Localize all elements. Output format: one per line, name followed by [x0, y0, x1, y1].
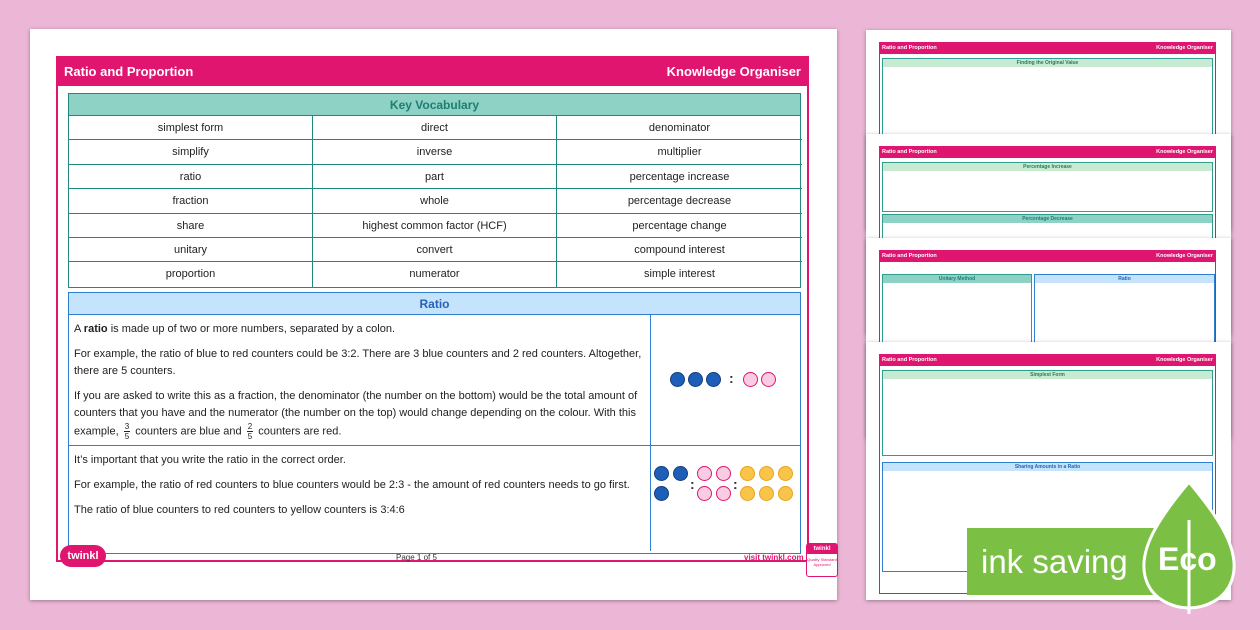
blue-counter — [654, 466, 669, 481]
twinkl-logo: twinkl — [60, 545, 106, 567]
ratio-explanation — [69, 315, 651, 445]
red-counter — [761, 372, 776, 387]
red-counter — [716, 486, 731, 501]
vocabulary-cell: percentage increase — [557, 165, 802, 189]
vocabulary-cell: share — [69, 214, 313, 238]
page-title: Ratio and Proportion — [64, 63, 194, 79]
vocabulary-cell: proportion — [69, 262, 313, 286]
page-subtitle: Knowledge Organiser — [666, 63, 801, 79]
page-header — [56, 56, 809, 86]
fraction-two-fifths: $\frac{2}{5}$ — [247, 422, 253, 441]
ratio-colon: : — [733, 476, 738, 492]
page-number: Page 1 of 5 — [396, 553, 437, 562]
ratio-colon: : — [729, 370, 734, 386]
vocabulary-cell: simple interest — [644, 268, 715, 281]
vocabulary-cell: percentage decrease — [557, 189, 802, 213]
vocabulary-cell: simplest form — [69, 116, 313, 140]
thumbnail-page-5[interactable]: Ratio and Proportion Knowledge Organiser Finding the Original Value — [866, 30, 1231, 230]
ratio-section — [68, 292, 801, 554]
vocabulary-grid — [69, 116, 800, 287]
vocabulary-cell: whole — [313, 189, 557, 213]
thumbnail-page-2[interactable]: Ratio and Proportion Knowledge Organiser Simplest Form Sharing Amounts in a Ratio — [866, 342, 1231, 600]
ratio-keyword: ratio — [83, 323, 108, 335]
vocabulary-cell: percentage change — [557, 214, 802, 238]
quality-badge-icon: twinkl Quality Standard Approved — [806, 543, 838, 577]
main-page — [30, 29, 837, 600]
yellow-counter — [759, 486, 774, 501]
vocabulary-cell: fraction — [69, 189, 313, 213]
ratio-row-2 — [69, 446, 800, 551]
vocabulary-cell: multiplier — [557, 140, 802, 164]
thumbnail-page-3[interactable]: Ratio and Proportion Knowledge Organiser Unitary Method Ratio — [866, 238, 1231, 438]
blue-counter — [688, 372, 703, 387]
ratio-colon: : — [690, 476, 695, 492]
ratio-order-example: For example, the ratio of red counters to blue counters would be 2:3 - the amount of red counters needs to go first. — [74, 479, 630, 491]
counters-three-colors — [651, 446, 800, 551]
blue-counter — [654, 486, 669, 501]
thumbnail-page-4[interactable]: Ratio and Proportion Knowledge Organiser Percentage Increase Percentage Decrease — [866, 134, 1231, 334]
ratio-definition: A ratio is made up of two or more numbers, separated by a colon. — [74, 323, 396, 335]
red-counter — [697, 486, 712, 501]
eco-label: Eco — [1158, 541, 1217, 577]
vocabulary-cell: ratio — [69, 165, 313, 189]
yellow-counter — [759, 466, 774, 481]
blue-counter — [706, 372, 721, 387]
vocabulary-cell: convert — [313, 238, 557, 262]
vocabulary-table — [68, 93, 801, 288]
vocabulary-cell: highest common factor (HCF) — [313, 214, 557, 238]
blue-counter — [670, 372, 685, 387]
vocabulary-cell: part — [313, 165, 557, 189]
vocabulary-cell: direct — [313, 116, 557, 140]
yellow-counter — [740, 466, 755, 481]
ratio-fraction-text: If you are asked to write this as a fraction, the denominator (the number on the bottom) would be the total amount of counters that you have and the numerator (the number on the top) would change depending on the colour. With this example, $\frac{3}{5}$ counters are blue and $\frac{2}{5}$ counters are red. — [74, 390, 638, 441]
ratio-order-text — [69, 446, 651, 551]
ratio-row-1 — [69, 315, 800, 446]
vocabulary-title: Key Vocabulary — [69, 94, 800, 116]
vocabulary-cell: numerator — [313, 262, 557, 286]
ratio-title: Ratio — [69, 293, 800, 315]
page-frame — [56, 56, 809, 562]
red-counter — [716, 466, 731, 481]
ink-saving-banner: ink saving — [967, 528, 1211, 595]
visit-link[interactable]: visit twinkl.com — [744, 553, 804, 562]
vocabulary-cell: denominator — [557, 116, 802, 140]
ratio-example: For example, the ratio of blue to red counters could be 3:2. There are 3 blue counters and 2 red counters. Altogether, there are 5 counters. — [74, 348, 642, 377]
yellow-counter — [778, 466, 793, 481]
vocabulary-cell: simplify — [69, 140, 313, 164]
fraction-three-fifths: $\frac{3}{5}$ — [124, 422, 130, 441]
red-counter — [743, 372, 758, 387]
vocabulary-cell: unitary — [69, 238, 313, 262]
page-footer — [56, 543, 837, 589]
yellow-counter — [740, 486, 755, 501]
red-counter — [697, 466, 712, 481]
counters-blue-red — [651, 315, 800, 445]
ratio-order-note: It’s important that you write the ratio in the correct order. — [74, 454, 346, 466]
vocabulary-cell: compound interest — [557, 238, 802, 262]
vocabulary-cell: inverse — [313, 140, 557, 164]
ratio-three-part: The ratio of blue counters to red counters to yellow counters is 3:4:6 — [74, 504, 405, 516]
yellow-counter — [778, 486, 793, 501]
blue-counter — [673, 466, 688, 481]
